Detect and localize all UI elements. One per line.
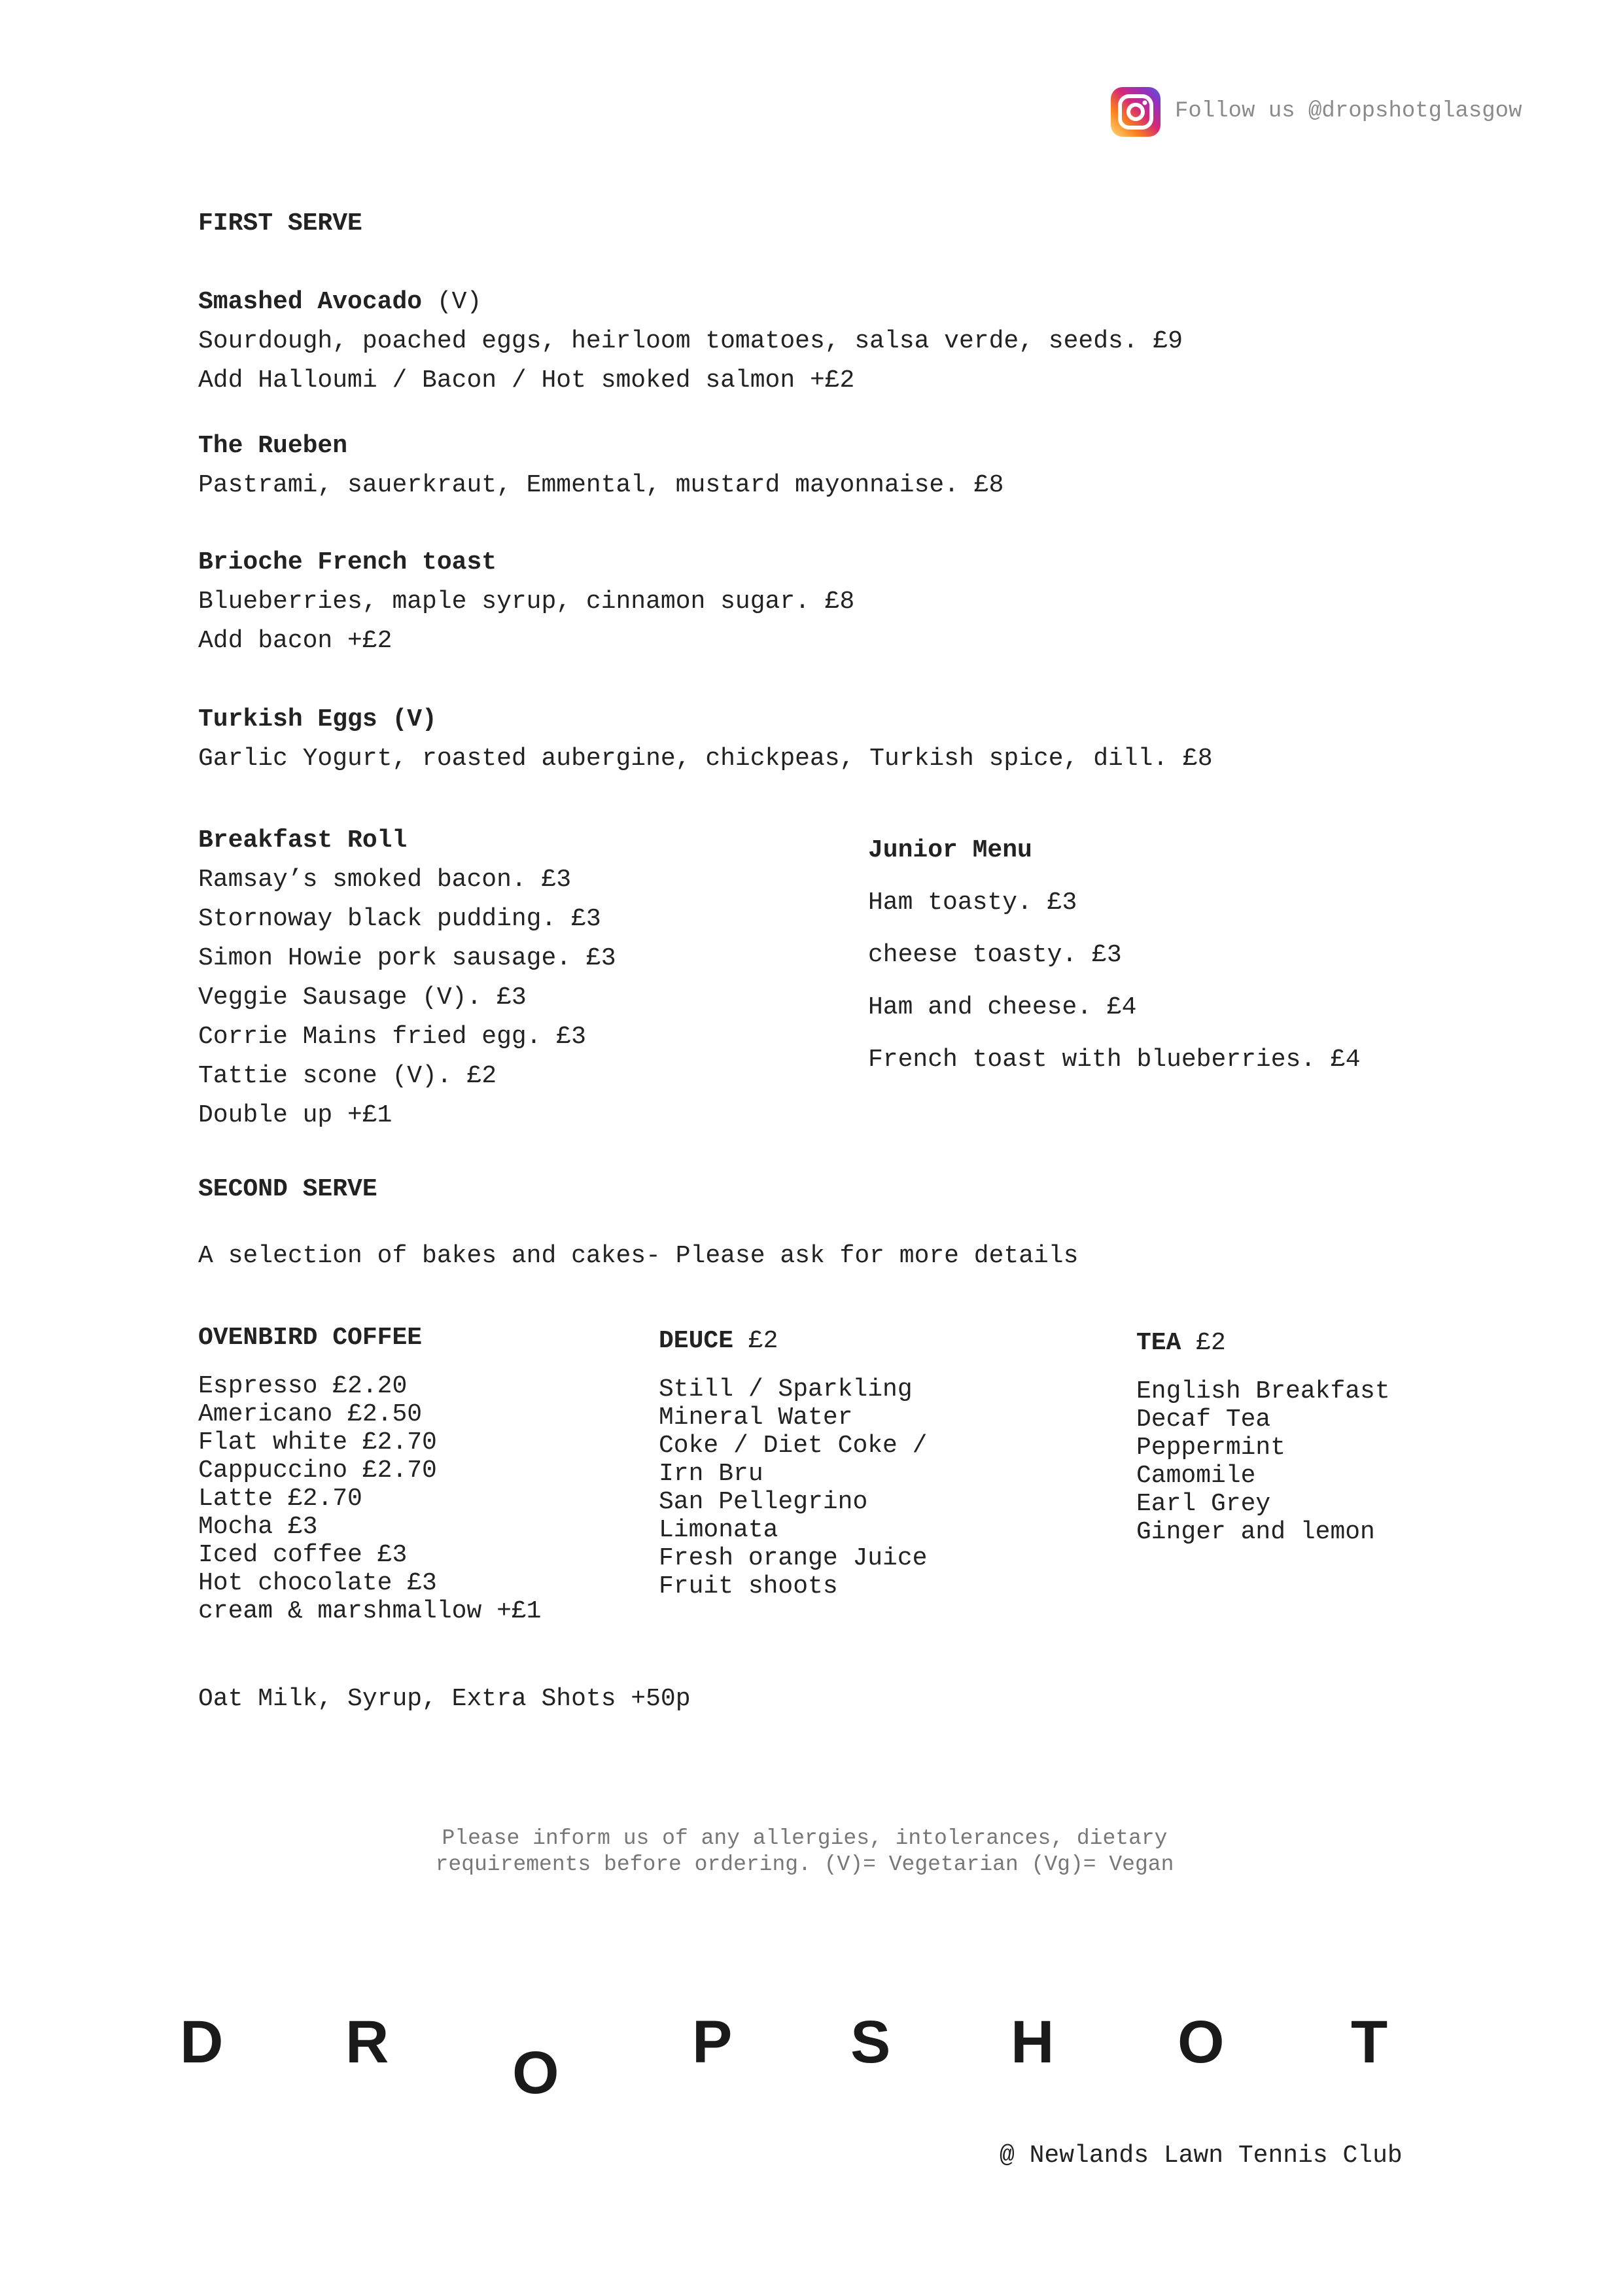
item-description: Pastrami, sauerkraut, Emmental, mustard mayonnaise. £8 xyxy=(198,471,1004,499)
junior-menu-list xyxy=(868,877,1361,1086)
list-item: Mineral Water xyxy=(659,1404,853,1432)
list-item: Corrie Mains fried egg. £3 xyxy=(198,1023,586,1051)
list-item: Veggie Sausage (V). £3 xyxy=(198,983,527,1012)
list-item: Americano £2.50 xyxy=(198,1400,423,1428)
list-item: Fresh orange Juice xyxy=(659,1544,928,1572)
coffee-list xyxy=(198,1372,542,1625)
logo-letter: O xyxy=(512,2040,559,2106)
list-item: Camomile xyxy=(1136,1462,1256,1490)
allergy-line: Please inform us of any allergies, intolerances, dietary xyxy=(442,1826,1168,1850)
list-item: Simon Howie pork sausage. £3 xyxy=(198,944,616,972)
coffee-heading: OVENBIRD COFFEE xyxy=(198,1324,423,1352)
list-item: Peppermint xyxy=(1136,1434,1286,1462)
junior-menu-heading: Junior Menu xyxy=(868,836,1032,864)
logo-letter: T xyxy=(1351,2009,1388,2075)
tea-price: £2 xyxy=(1181,1329,1226,1357)
logo-letter: D xyxy=(180,2009,224,2075)
list-item: Coke / Diet Coke / xyxy=(659,1432,928,1460)
list-item: Hot chocolate £3 xyxy=(198,1569,437,1597)
second-serve-heading: SECOND SERVE xyxy=(198,1175,377,1203)
item-description: Blueberries, maple syrup, cinnamon sugar. £8 xyxy=(198,588,855,616)
drinks-extras: Oat Milk, Syrup, Extra Shots +50p xyxy=(198,1685,691,1713)
item-name: Brioche French toast xyxy=(198,548,497,576)
logo-letter: H xyxy=(1011,2009,1055,2075)
drinks-tea xyxy=(1136,1324,1390,1546)
logo-letter: R xyxy=(345,2009,389,2075)
menu-item-french-toast xyxy=(198,543,854,661)
item-description: Garlic Yogurt, roasted aubergine, chickpeas, Turkish spice, dill. £8 xyxy=(198,745,1213,773)
menu-item-rueben xyxy=(198,427,1003,505)
allergy-note xyxy=(366,1826,1243,1878)
venue-label: @ Newlands Lawn Tennis Club xyxy=(1000,2142,1403,2170)
item-name: The Rueben xyxy=(198,432,348,460)
deuce-price: £2 xyxy=(733,1327,778,1355)
first-serve-heading: FIRST SERVE xyxy=(198,209,362,238)
item-description: Sourdough, poached eggs, heirloom tomatoes, salsa verde, seeds. £9 xyxy=(198,327,1183,355)
list-item: San Pellegrino xyxy=(659,1488,868,1516)
second-serve-description: A selection of bakes and cakes- Please ask for more details xyxy=(198,1242,1079,1270)
list-item: Decaf Tea xyxy=(1136,1405,1271,1434)
logo-letter: O xyxy=(1178,2009,1225,2075)
item-tag: (V) xyxy=(422,288,482,316)
item-name: Breakfast Roll xyxy=(198,826,408,855)
list-item: Ham toasty. £3 xyxy=(868,889,1077,917)
menu-item-breakfast-roll xyxy=(198,821,616,1135)
breakfast-roll-list xyxy=(198,860,616,1135)
list-item: Tattie scone (V). £2 xyxy=(198,1062,497,1090)
item-addon: Add Halloumi / Bacon / Hot smoked salmon +£2 xyxy=(198,366,855,395)
list-item: Flat white £2.70 xyxy=(198,1428,437,1457)
logo-letter: S xyxy=(850,2009,891,2075)
item-name: Turkish Eggs (V) xyxy=(198,705,437,733)
tea-list xyxy=(1136,1377,1390,1546)
list-item: Ginger and lemon xyxy=(1136,1518,1375,1546)
list-item: Espresso £2.20 xyxy=(198,1372,408,1400)
list-item: Cappuccino £2.70 xyxy=(198,1457,437,1485)
menu-section-junior xyxy=(868,831,1361,1086)
deuce-heading: DEUCE xyxy=(659,1327,734,1355)
menu-item-smashed-avocado xyxy=(198,283,1183,400)
list-item: Earl Grey xyxy=(1136,1490,1271,1518)
list-item: Irn Bru xyxy=(659,1460,763,1488)
item-name: Smashed Avocado xyxy=(198,288,423,316)
list-item: cheese toasty. £3 xyxy=(868,941,1122,969)
list-item: Limonata xyxy=(659,1516,778,1544)
list-item: cream & marshmallow +£1 xyxy=(198,1597,542,1625)
list-item: Mocha £3 xyxy=(198,1513,318,1541)
item-addon: Add bacon +£2 xyxy=(198,627,393,655)
instagram-handle-link[interactable]: Follow us @dropshotglasgow xyxy=(1175,99,1522,124)
drinks-deuce xyxy=(659,1322,927,1600)
list-item: Double up +£1 xyxy=(198,1101,393,1129)
list-item: English Breakfast xyxy=(1136,1377,1390,1405)
allergy-line: requirements before ordering. (V)= Vegetarian (Vg)= Vegan xyxy=(435,1852,1174,1877)
tea-heading: TEA xyxy=(1136,1329,1181,1357)
list-item: Iced coffee £3 xyxy=(198,1541,408,1569)
list-item: Still / Sparkling xyxy=(659,1375,913,1404)
instagram-icon[interactable] xyxy=(1111,87,1161,137)
logo-letter: P xyxy=(692,2009,733,2075)
deuce-list xyxy=(659,1375,927,1600)
list-item: French toast with blueberries. £4 xyxy=(868,1046,1361,1074)
list-item: Fruit shoots xyxy=(659,1572,838,1600)
list-item: Ham and cheese. £4 xyxy=(868,993,1137,1021)
menu-item-turkish-eggs xyxy=(198,700,1213,779)
list-item: Stornoway black pudding. £3 xyxy=(198,905,601,933)
drinks-coffee xyxy=(198,1318,542,1625)
list-item: Latte £2.70 xyxy=(198,1485,362,1513)
list-item: Ramsay’s smoked bacon. £3 xyxy=(198,866,572,894)
